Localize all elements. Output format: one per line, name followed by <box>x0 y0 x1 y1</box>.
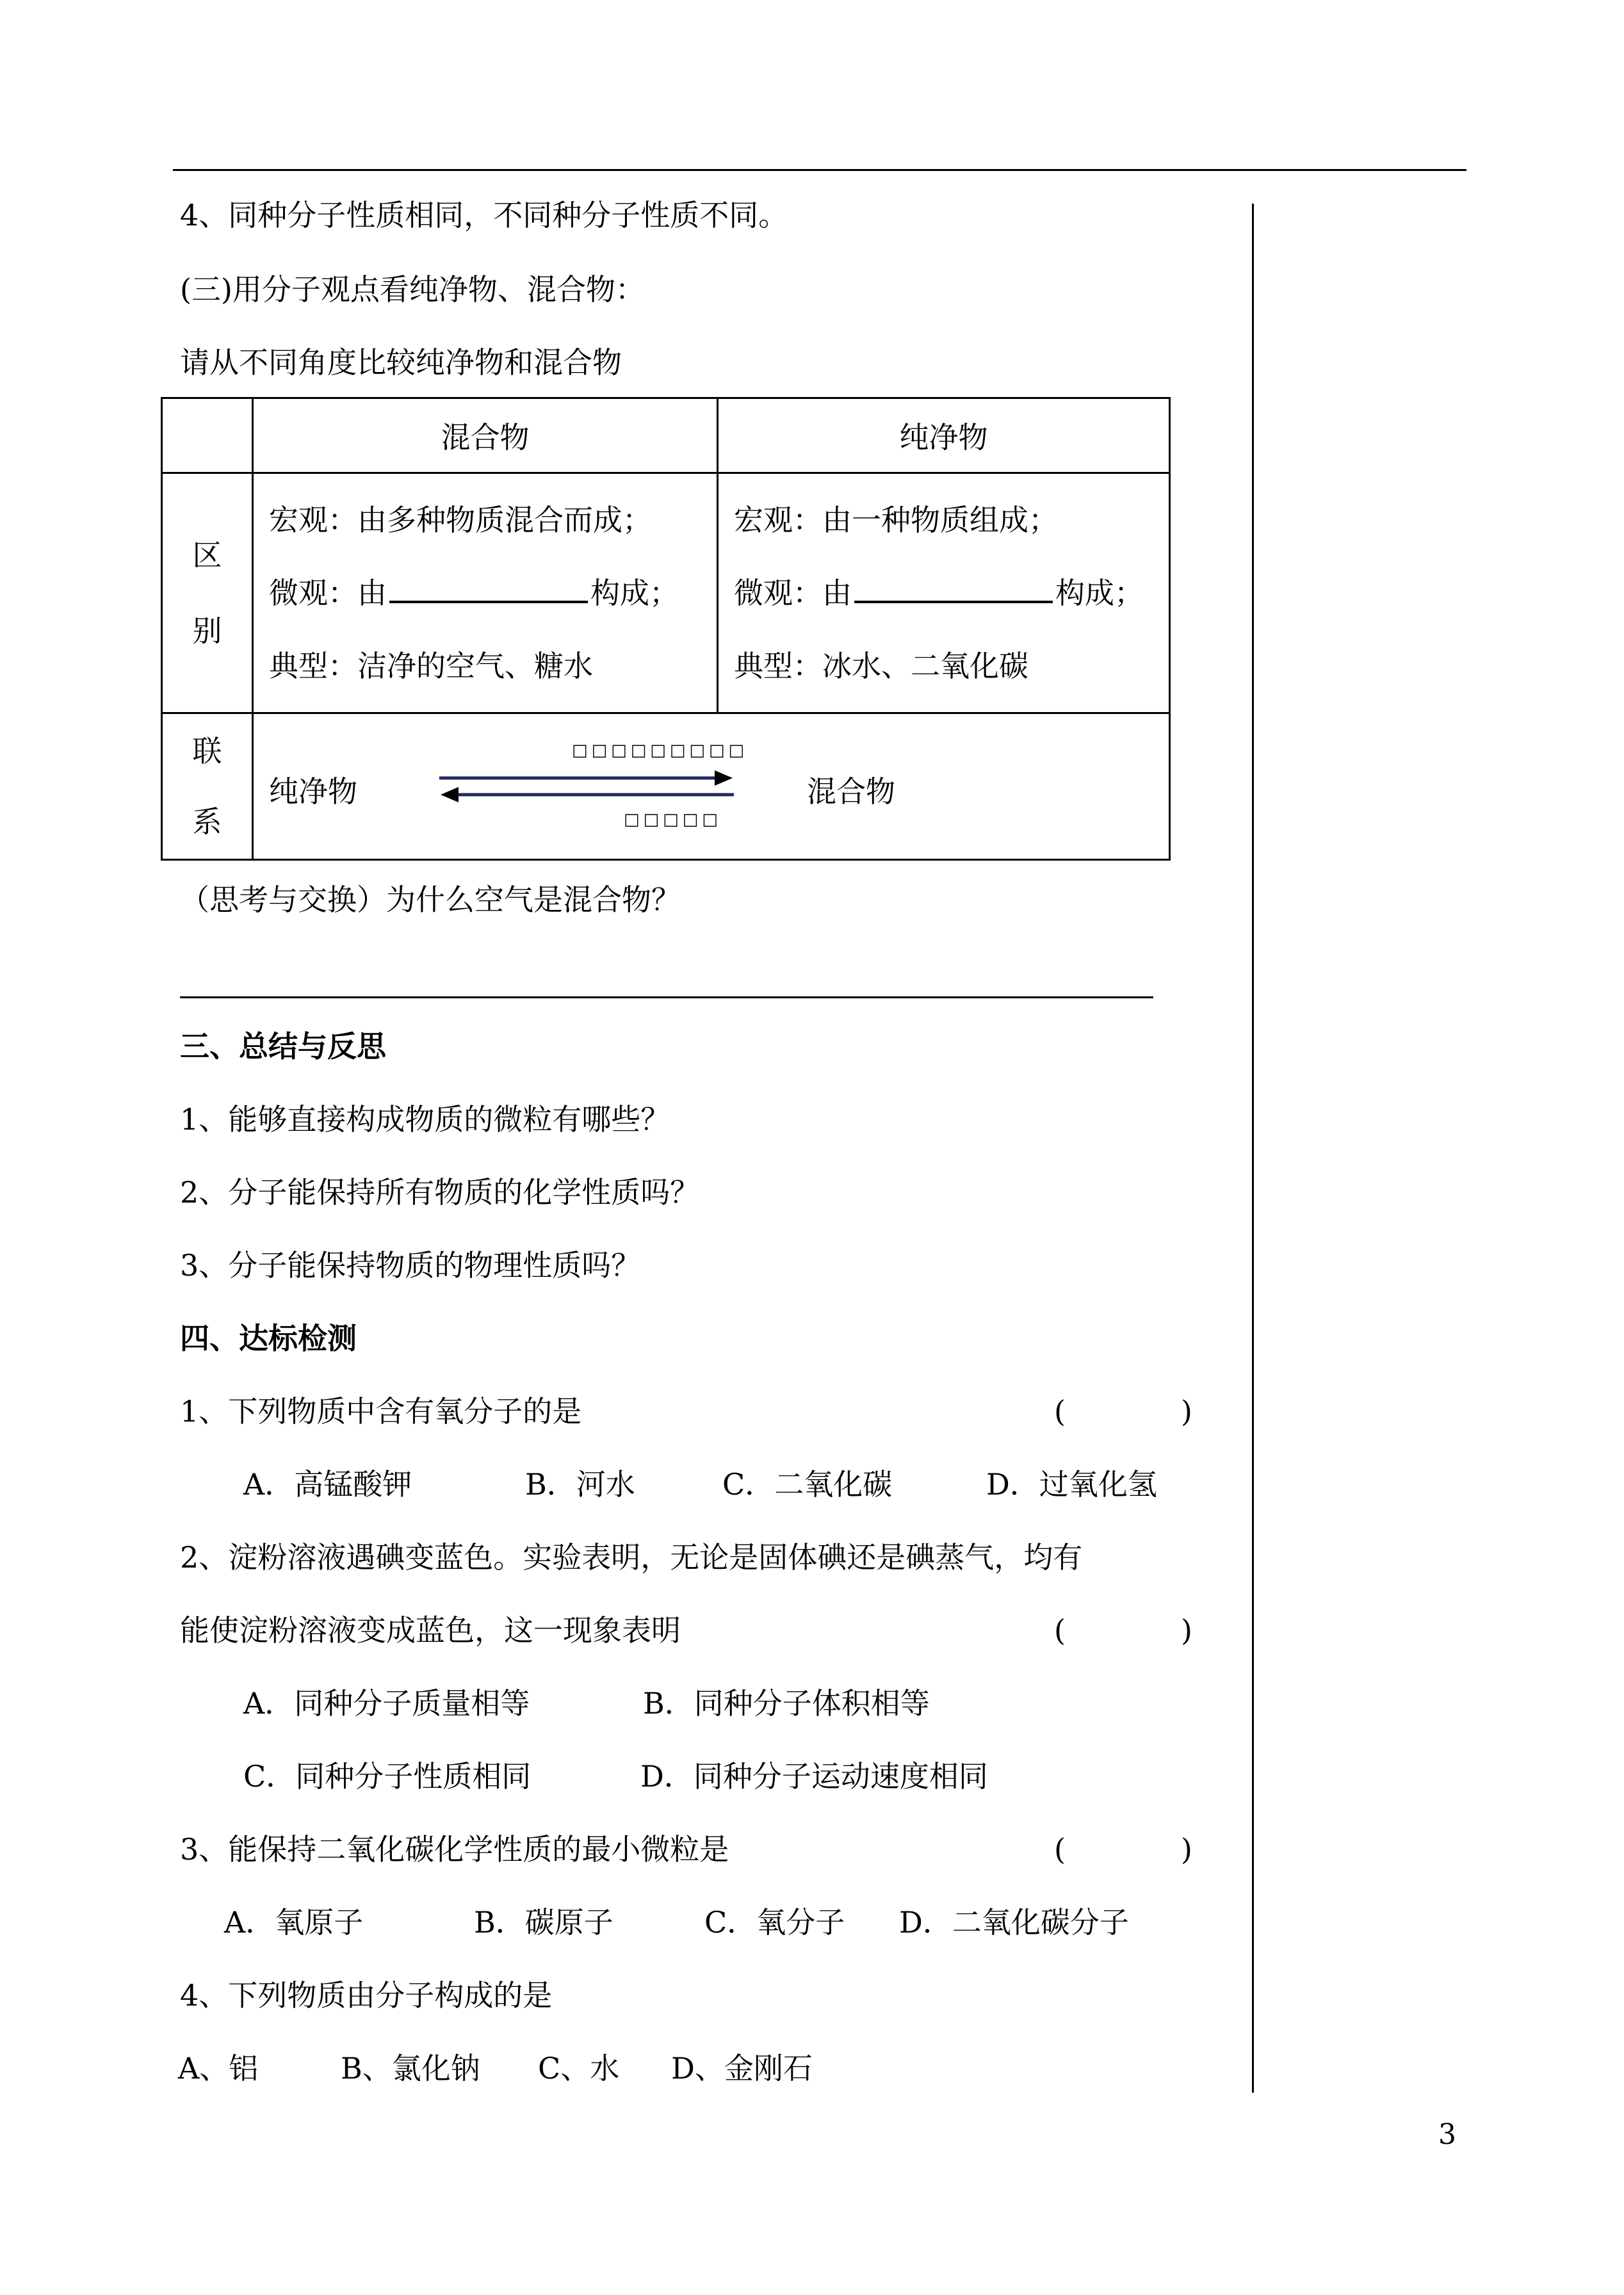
arrow-top-text: □□□□□□□□□ <box>572 741 749 760</box>
relation-left: 纯净物 <box>269 774 357 809</box>
q2-option-b[interactable]: B．同种分子体积相等 <box>643 1686 930 1721</box>
row-label-char: 区 <box>192 538 222 572</box>
header-mixture: 混合物 <box>253 398 718 473</box>
question-2-line-2: 能使淀粉溶液变成蓝色，这一现象表明 <box>180 1613 681 1648</box>
row-label-char: 系 <box>192 804 222 839</box>
q2-option-a[interactable]: A．同种分子质量相等 <box>243 1686 530 1721</box>
answer-line[interactable] <box>180 996 1153 998</box>
mix-micro-blank[interactable] <box>389 571 588 603</box>
pure-details <box>718 473 1170 713</box>
margin-rule <box>1252 204 1254 2093</box>
q4-option-c[interactable]: C、水 <box>538 2051 620 2086</box>
pure-macro: 宏观：由一种物质组成； <box>734 503 1058 537</box>
think-question: （思考与交换）为什么空气是混合物？ <box>180 882 681 917</box>
relation-cell <box>253 713 1170 860</box>
pure-micro <box>734 556 1169 629</box>
line-1: 4、同种分子性质相同，不同种分子性质不同。 <box>180 198 788 232</box>
header-pure: 纯净物 <box>718 398 1170 473</box>
row-label-difference <box>162 473 253 713</box>
sec3-question-2: 2、分子能保持所有物质的化学性质吗？ <box>180 1175 700 1210</box>
header-rule <box>173 169 1466 171</box>
q1-option-b[interactable]: B．河水 <box>525 1467 635 1502</box>
mix-typical: 典型：洁净的空气、糖水 <box>269 649 593 683</box>
row-label-char: 联 <box>192 734 222 768</box>
pure-micro-blank[interactable] <box>854 571 1053 603</box>
q1-option-d[interactable]: D．过氧化氢 <box>986 1467 1157 1502</box>
question-3: 3、能保持二氧化碳化学性质的最小微粒是 <box>180 1832 729 1867</box>
q2-option-c[interactable]: C．同种分子性质相同 <box>243 1759 532 1794</box>
q2-option-d[interactable]: D．同种分子运动速度相同 <box>640 1759 988 1794</box>
section-4-title: 四、达标检测 <box>180 1321 357 1356</box>
pure-micro-prefix: 微观：由 <box>734 576 852 610</box>
line-3: 请从不同角度比较纯净物和混合物 <box>180 345 622 380</box>
answer-paren-close: ) <box>1181 1832 1192 1867</box>
pure-typical: 典型：冰水、二氧化碳 <box>734 649 1028 683</box>
question-4: 4、下列物质由分子构成的是 <box>180 1978 553 2013</box>
mix-micro-suffix: 构成； <box>590 576 679 610</box>
q4-option-a[interactable]: A、铝 <box>178 2051 259 2086</box>
q1-option-c[interactable]: C．二氧化碳 <box>722 1467 893 1502</box>
mixture-details <box>253 473 718 713</box>
q3-option-c[interactable]: C．氧分子 <box>704 1905 845 1940</box>
mix-micro-prefix: 微观：由 <box>269 576 387 610</box>
q4-option-b[interactable]: B、氯化钠 <box>341 2051 480 2086</box>
sec3-question-3: 3、分子能保持物质的物理性质吗？ <box>180 1248 641 1283</box>
two-way-arrow-icon <box>433 766 740 805</box>
table-corner-cell <box>162 398 253 473</box>
q3-option-a[interactable]: A．氧原子 <box>224 1905 364 1940</box>
q1-option-a[interactable]: A．高锰酸钾 <box>243 1467 412 1502</box>
answer-paren-open: ( <box>1054 1832 1066 1867</box>
answer-paren-open: ( <box>1054 1613 1066 1648</box>
line-2: (三)用分子观点看纯净物、混合物： <box>180 272 645 307</box>
mix-macro: 宏观：由多种物质混合而成； <box>269 503 652 537</box>
mix-micro <box>269 556 717 629</box>
answer-paren-open: ( <box>1054 1394 1066 1429</box>
question-2-line-1: 2、淀粉溶液遇碘变蓝色。实验表明，无论是固体碘还是碘蒸气，均有 <box>180 1540 1083 1575</box>
relation-right: 混合物 <box>807 774 895 809</box>
q3-option-d[interactable]: D．二氧化碳分子 <box>899 1905 1129 1940</box>
answer-paren-close: ) <box>1181 1613 1192 1648</box>
row-label-char: 别 <box>192 613 222 648</box>
pure-micro-suffix: 构成； <box>1055 576 1144 610</box>
section-3-title: 三、总结与反思 <box>180 1029 386 1064</box>
page-number: 3 <box>1438 2118 1456 2151</box>
q3-option-b[interactable]: B．碳原子 <box>474 1905 613 1940</box>
q4-option-d[interactable]: D、金刚石 <box>671 2051 813 2086</box>
row-label-relation <box>162 713 253 860</box>
arrow-bottom-text: □□□□□ <box>624 810 722 829</box>
sec3-question-1: 1、能够直接构成物质的微粒有哪些？ <box>180 1102 670 1137</box>
comparison-table <box>161 397 1171 861</box>
question-1: 1、下列物质中含有氧分子的是 <box>180 1394 582 1429</box>
answer-paren-close: ) <box>1181 1394 1192 1429</box>
